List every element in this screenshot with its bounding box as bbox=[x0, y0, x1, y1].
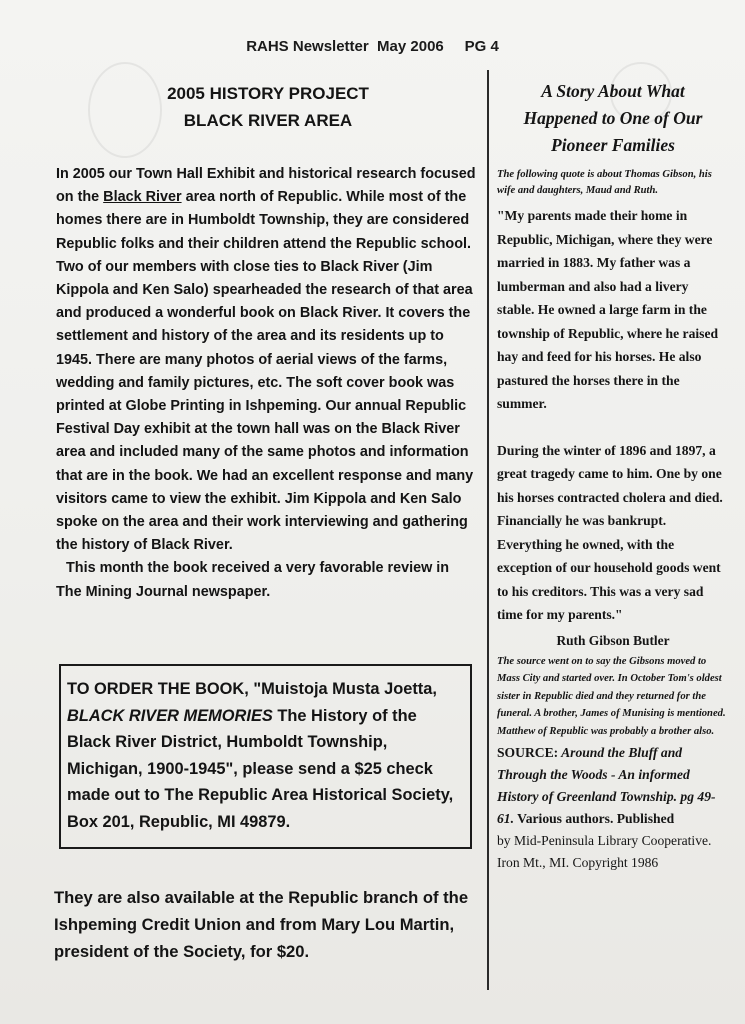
article-title-line1: 2005 HISTORY PROJECT bbox=[167, 84, 369, 103]
source-authors: Various authors. Published bbox=[514, 811, 675, 826]
article-paragraph: This month the book received a very favorable review in The Mining Journal newspaper. bbox=[56, 560, 450, 600]
column-divider bbox=[487, 70, 489, 990]
story-title-line1: A Story About What bbox=[541, 81, 685, 101]
article-title bbox=[56, 80, 476, 134]
order-book-box bbox=[59, 664, 472, 849]
order-text: The History of the Black River District, Humboldt Township, Michigan, 1900-1945", please send a $25 check made out to The Republic Area Historical Society, Box 201, Republic, MI 49879. bbox=[67, 706, 454, 831]
paragraph-text: In 2005 our Town Hall Exhibit and historical research focused on the bbox=[56, 166, 476, 206]
source-title: Around the Bluff and Through the Woods - An informed History of Greenland Township. pg 49-61. bbox=[497, 745, 716, 826]
source-label: SOURCE: bbox=[497, 745, 559, 760]
story-title-line2: Happened to One of Our bbox=[523, 108, 703, 128]
source-publisher: by Mid-Peninsula Library Cooperative. Iron Mt., MI. Copyright 1986 bbox=[497, 833, 712, 870]
newsletter-header: RAHS Newsletter May 2006 PG 4 bbox=[246, 38, 499, 55]
pioneer-story-article bbox=[497, 78, 729, 874]
availability-note: They are also available at the Republic branch of the Ishpeming Credit Union and from Mary Lou Martin, president of the Society, for $20. bbox=[54, 888, 469, 961]
black-river-underlined: Black River bbox=[103, 189, 182, 206]
story-title-line3: Pioneer Families bbox=[551, 135, 675, 155]
order-book-title: BLACK RIVER MEMORIES bbox=[67, 706, 273, 725]
source-citation bbox=[497, 742, 729, 874]
paragraph-text: area north of Republic. While most of the homes there are in Humboldt Township, they are considered Republic folks and their children attend the Republic school. Two of our members with close ties to Black River (Jim Kippola and Ken Salo) spearheaded the research of that area and produced a wonderful book on Black River. It covers the settlement and history of the area and its residents up to 1945. There are many photos of aerial views of the farms, wedding and family pictures, etc. The soft cover book was printed at Globe Printing in Ishpeming. Our annual Republic Festival Day exhibit at the town hall was on the Black River area and included many of the same photos and information that are in the book. We had an excellent response and many visitors came to view the exhibit. Jim Kippola and Ken Salo spoke on the area and their work interviewing and gathering the history of Black River. bbox=[56, 189, 474, 554]
order-text: TO ORDER THE BOOK, "Muistoja Musta Joetta, bbox=[67, 680, 437, 698]
article-paragraph bbox=[56, 163, 476, 557]
story-quote bbox=[497, 204, 729, 627]
quote-paragraph: "My parents made their home in Republic, Michigan, where they were married in 1883. My father was a lumberman and also had a livery stable. He owned a large farm in the township of Republic, where he raised hay and feed for his horses. He also pastured the horses there in the summer. bbox=[497, 208, 719, 411]
story-title bbox=[497, 78, 729, 159]
article-body bbox=[56, 163, 476, 604]
article-title-line2: BLACK RIVER AREA bbox=[183, 111, 353, 130]
history-project-article bbox=[56, 80, 476, 604]
quote-paragraph: During the winter of 1896 and 1897, a great tragedy came to him. One by one his horses contracted cholera and died. Financially he was bankrupt. Everything he owned, with the exception of our household goods went to his creditors. This was a very sad time for my parents." bbox=[497, 442, 723, 622]
story-intro: The following quote is about Thomas Gibson, his wife and daughters, Maud and Ruth. bbox=[497, 169, 712, 196]
quote-author: Ruth Gibson Butler bbox=[556, 632, 670, 648]
source-note: The source went on to say the Gibsons moved to Mass City and started over. In October Tom's oldest sister in Republic died and they returned for the funeral. A brother, James of Munising is mentioned. Matthew of Republic was probably a brother also. bbox=[497, 655, 726, 737]
